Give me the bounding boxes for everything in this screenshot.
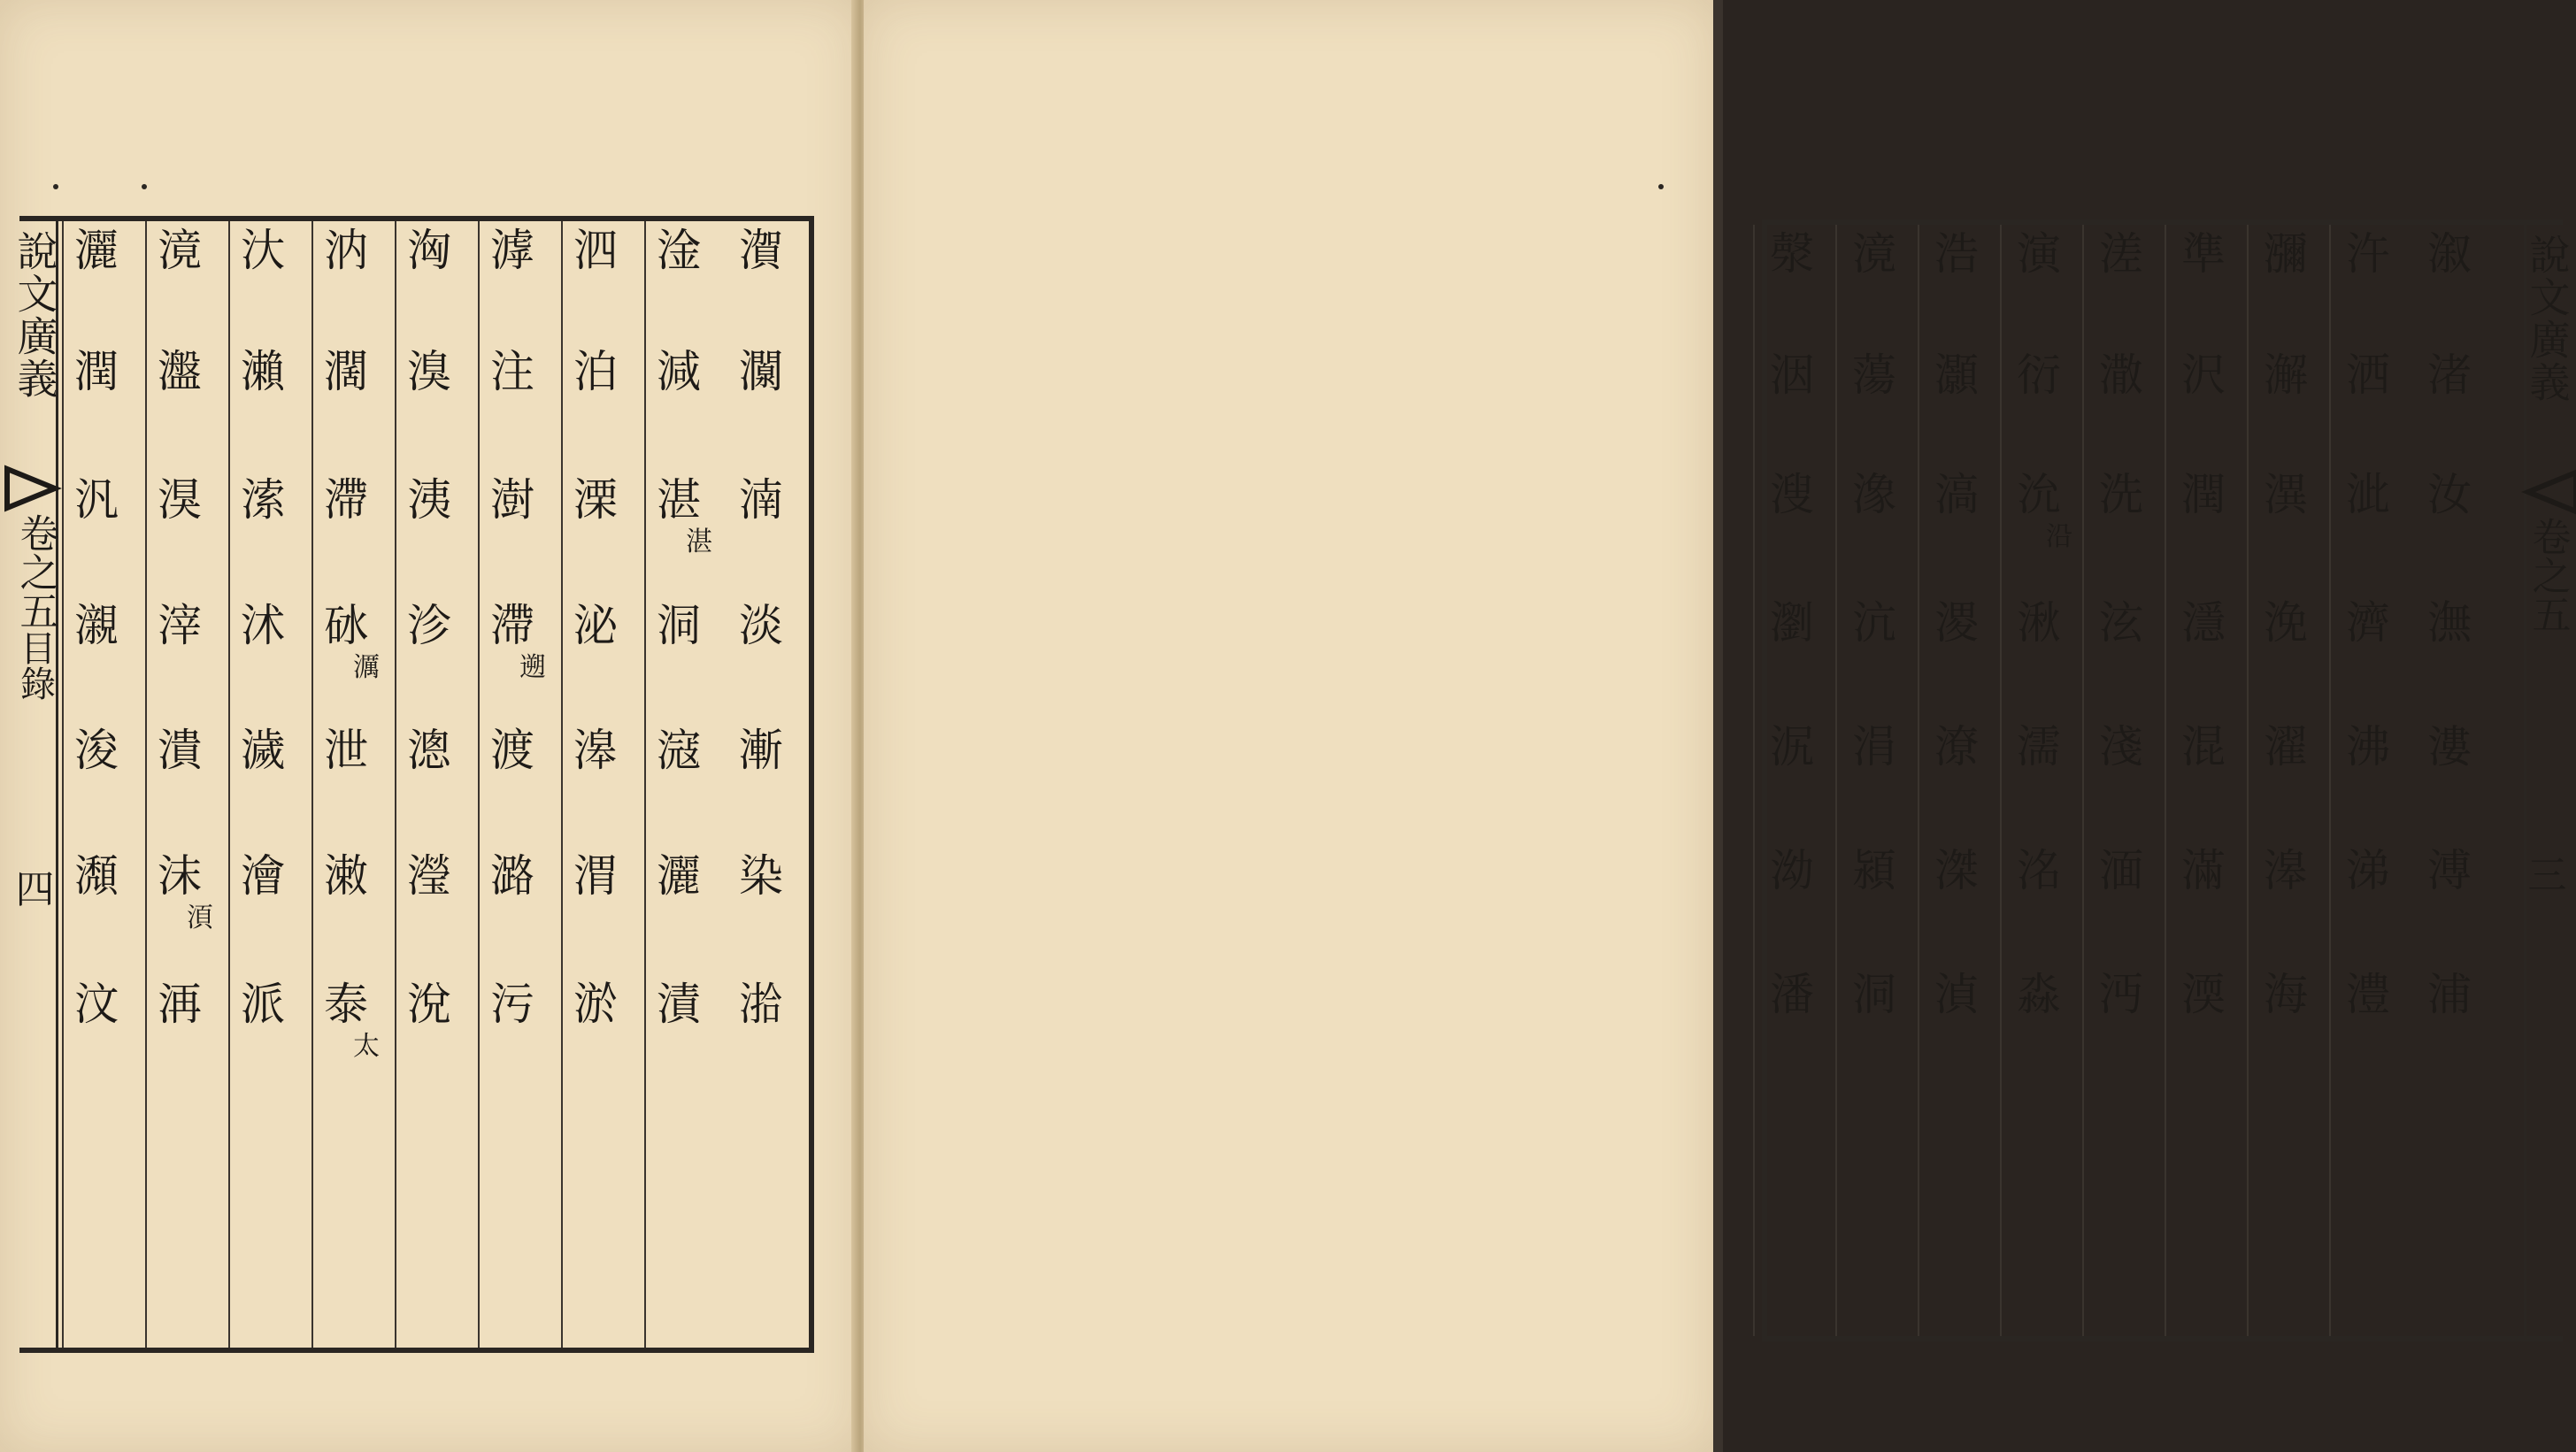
headword-char: 滯 [490,600,534,651]
headword-char: 潰 [158,725,202,776]
banner-book-title: 說文廣義 [2523,234,2572,403]
headword-char: 溴 [407,346,451,397]
headword-char: 減 [657,346,701,397]
entry-column [2247,225,2323,1336]
headword-char: 渜 [2181,969,2226,1020]
headword-char: 汻 [2346,228,2390,280]
headword-char: 渡 [490,725,534,776]
headword-char: 浦 [2427,969,2472,1020]
headword-char: 滰 [1852,228,1896,280]
headword-char: 洒 [2346,350,2390,401]
headword-char: 滯 [324,474,368,526]
entry-column [1753,225,1829,1336]
headword-char: 溹 [241,474,285,526]
headword-char: 濊 [241,725,285,776]
headword-char: 溧 [573,474,618,526]
entry-column [2165,225,2241,1336]
headword-char: 汭 [324,225,368,276]
headword-char: 瀰 [2264,228,2308,280]
headword-char: 滈 [1934,469,1979,520]
entry-column [2082,225,2158,1336]
headword-char: 淼 [2017,969,2061,1020]
headword-char: 浚 [74,725,119,776]
headword-char: 澥 [2264,350,2308,401]
headword-char: 泗 [573,225,618,276]
headword-char: 潵 [2099,350,2143,401]
entry-column [395,221,462,1348]
fish-tail-mark [2519,472,2576,511]
headword-char: 泌 [573,600,618,651]
headword-char: 沴 [407,600,451,651]
entry-column [1835,225,1911,1336]
headword-char: 蕩 [1852,350,1896,401]
entry-column [1918,225,1994,1336]
headword-char: 渚 [2427,350,2472,401]
headword-char: 滰 [158,225,202,276]
headword-char: 溠 [2099,228,2143,280]
entry-column [62,221,129,1348]
headword-char: 準 [2181,228,2226,280]
right-page-frame [1762,219,2572,1341]
headword-char: 滱 [657,725,701,776]
headword-char: 沆 [1852,597,1896,649]
entry-column [311,221,379,1348]
headword-char: 滹 [490,225,534,276]
headword-char: 浼 [2264,597,2308,649]
headword-char: 湫 [2017,597,2061,649]
headword-char: 漊 [2427,721,2472,772]
headword-char: 瀏 [1770,597,1814,649]
entry-column [727,221,795,1348]
headword-char: 泚 [2346,469,2390,520]
headword-char: 淤 [573,979,618,1030]
headword-char: 渭 [573,850,618,902]
entry-column [478,221,545,1348]
headword-char: 汝 [2427,469,2472,520]
entry-column [2329,225,2405,1336]
headword-char: 汶 [74,979,119,1030]
annotation-char: 湛 [686,526,712,557]
headword-char: 泄 [324,725,368,776]
entry-column [145,221,212,1348]
headword-char: 泫 [2099,597,2143,649]
headword-char: 沔 [2099,969,2143,1020]
entry-column [2000,225,2076,1336]
headword-char: 汏 [241,225,285,276]
headword-char: 濡 [2017,721,2061,772]
headword-char: 瀅 [407,850,451,902]
headword-char: 混 [2181,721,2226,772]
headword-char: 沭 [241,600,285,651]
headword-char: 演 [2017,228,2061,280]
headword-char: 泑 [1770,845,1814,896]
annotation-char: 湏 [187,903,213,933]
headword-char: 澧 [2346,969,2390,1020]
headword-char: 洞 [1852,969,1896,1020]
headword-char: 潄 [324,850,368,902]
left-banner [11,221,59,1348]
banner-volume: 卷之五 [2525,517,2571,634]
headword-char: 潤 [74,346,119,397]
headword-char: 潘 [1770,969,1814,1020]
headword-char: 沢 [2181,350,2226,401]
headword-char: 濯 [2264,721,2308,772]
headword-char: 潦 [1934,721,1979,772]
headword-char: 洇 [1770,350,1814,401]
headword-char: 洟 [407,474,451,526]
headword-char: 潩 [2264,469,2308,520]
headword-char: 滜 [2264,845,2308,896]
headword-char: 滐 [1934,845,1979,896]
headword-char: 潞 [490,850,534,902]
fish-tail-mark [7,469,64,508]
headword-char: 湁 [739,979,783,1030]
headword-char: 潤 [2181,469,2226,520]
headword-char: 瀩 [74,850,119,902]
headword-char: 漀 [1770,228,1814,280]
headword-char: 洗 [2099,469,2143,520]
headword-char: 沇 [2017,469,2061,520]
headword-char: 淺 [2099,721,2143,772]
headword-char: 濟 [2346,597,2390,649]
headword-char: 滜 [573,725,618,776]
headword-char: 洺 [2017,845,2061,896]
headword-char: 潁 [1852,845,1896,896]
headword-char: 注 [490,346,534,397]
headword-char: 漸 [739,725,783,776]
headword-char: 瀙 [74,600,119,651]
annotation-char: 沿 [2046,521,2072,552]
headword-char: 浩 [1934,228,1979,280]
headword-char: 灝 [1934,350,1979,401]
headword-char: 澍 [490,474,534,526]
headword-char: 泰 [324,979,368,1030]
entry-column [561,221,628,1348]
headword-char: 海 [2264,969,2308,1020]
headword-char: 洶 [407,225,451,276]
headword-char: 溥 [2427,845,2472,896]
headword-char: 派 [241,979,285,1030]
headword-char: 涓 [1852,721,1896,772]
headword-char: 瀊 [158,346,202,397]
entry-column [228,221,296,1348]
headword-char: 污 [490,979,534,1030]
headword-char: 濦 [2181,597,2226,649]
left-page [0,0,858,1452]
headword-char: 砅 [324,600,368,651]
headword-char: 湨 [158,474,202,526]
banner-book-title: 說文廣義 [11,230,59,400]
headword-char: 染 [739,850,783,902]
headword-char: 湞 [1934,969,1979,1020]
headword-char: 潒 [1852,469,1896,520]
banner-volume: 卷之五 [12,513,58,630]
headword-char: 泊 [573,346,618,397]
headword-char: 湛 [657,474,701,526]
headword-char: 洞 [657,600,701,651]
headword-char: 漬 [657,979,701,1030]
headword-char: 涕 [2346,845,2390,896]
banner-section: 目錄 [14,630,56,701]
entry-column [2411,225,2488,1336]
headword-char: 滿 [2181,845,2226,896]
headword-char: 漗 [407,725,451,776]
annotation-char: 遡 [519,652,546,683]
headword-char: 沸 [2346,721,2390,772]
headword-char: 洅 [158,979,202,1030]
right-page [864,0,2572,1452]
headword-char: 瀨 [241,346,285,397]
headword-char: 濶 [324,346,368,397]
headword-char: 湳 [739,474,783,526]
headword-char: 涗 [407,979,451,1030]
right-banner [2523,225,2572,1336]
headword-char: 潕 [2427,597,2472,649]
headword-char: 淡 [739,600,783,651]
headword-char: 泦 [1770,721,1814,772]
banner-page-number: 三 [2527,853,2567,898]
banner-page-number: 四 [15,867,55,912]
headword-char: 溆 [2427,228,2472,280]
left-page-frame [11,216,814,1353]
headword-char: 灑 [74,225,119,276]
headword-char: 溭 [1934,597,1979,649]
headword-char: 㵑 [739,225,783,276]
headword-char: 衍 [2017,350,2061,401]
headword-char: 淦 [657,225,701,276]
annotation-char: 太 [353,1031,380,1062]
book-edge [1713,0,1723,1452]
headword-char: 沫 [158,850,202,902]
headword-char: 澮 [241,850,285,902]
headword-char: 汎 [74,474,119,526]
headword-char: 湎 [2099,845,2143,896]
annotation-char: 濿 [353,652,380,683]
headword-char: 灑 [657,850,701,902]
headword-char: 滓 [158,600,202,651]
headword-char: 灁 [739,346,783,397]
headword-char: 溲 [1770,469,1814,520]
entry-column [644,221,711,1348]
